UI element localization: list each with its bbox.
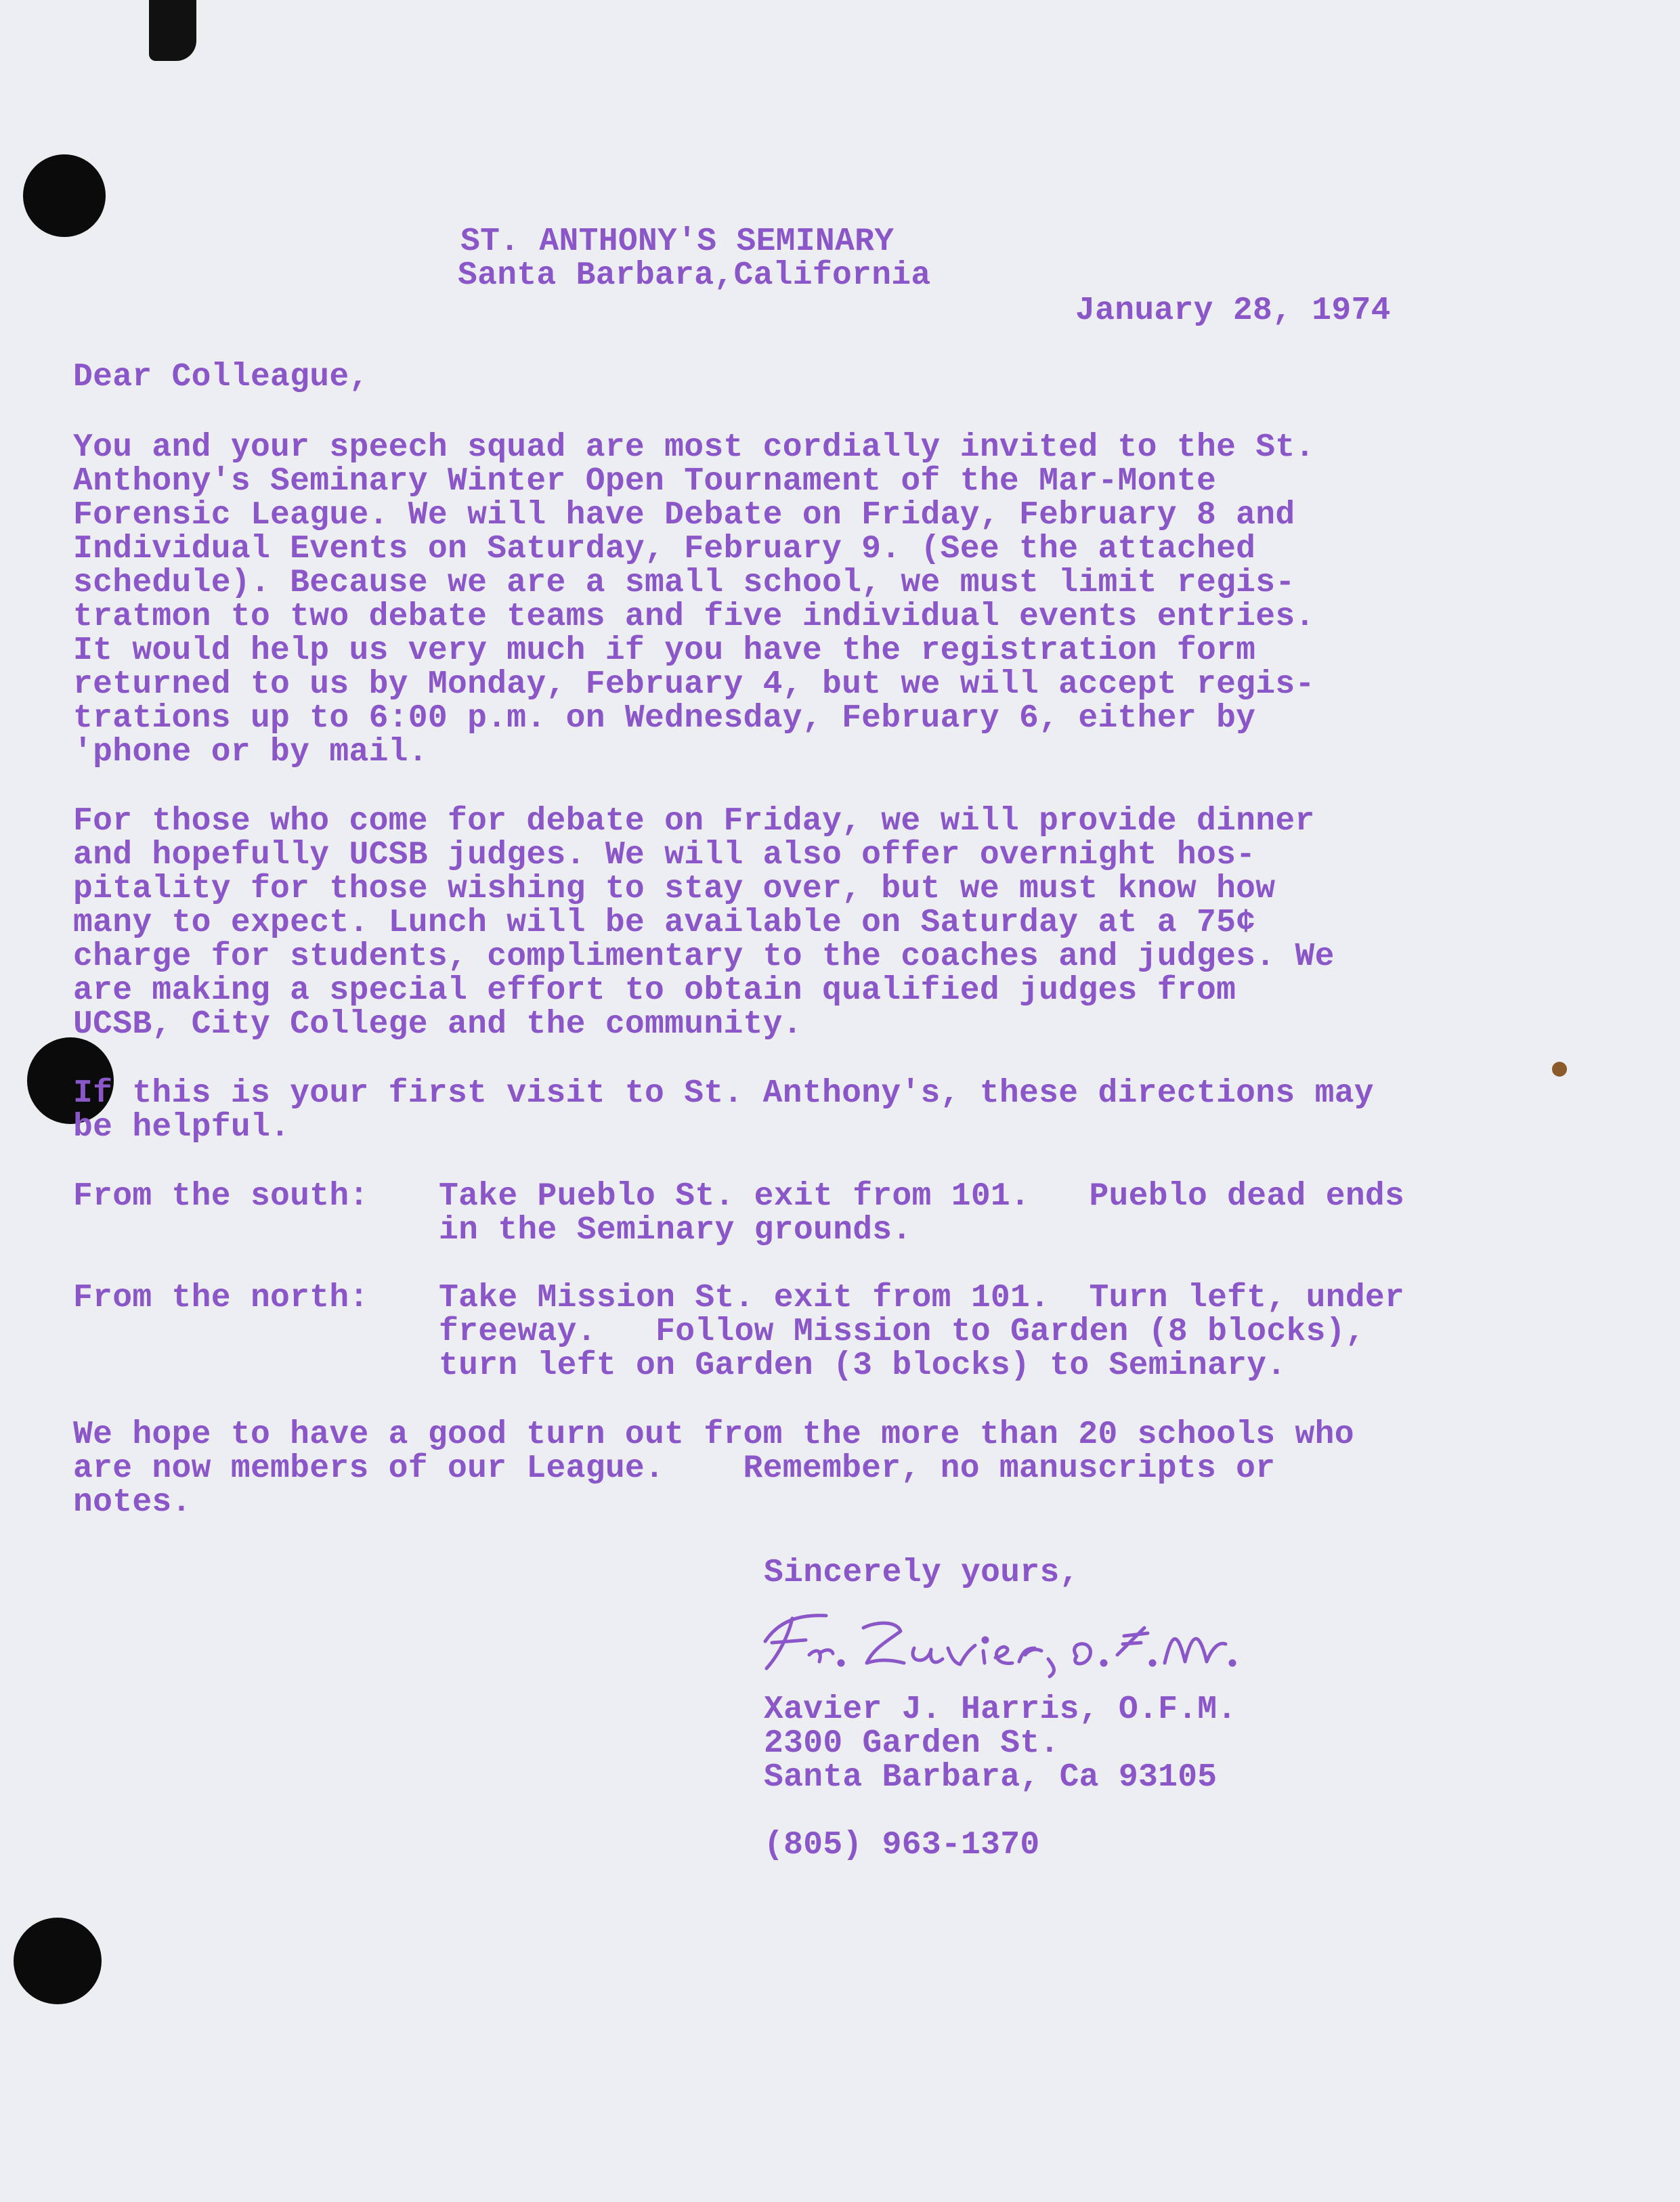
body-line: UCSB, City College and the community. [73,1006,802,1043]
body-line: You and your speech squad are most cordially invited to the St. [73,429,1315,466]
direction-line: freeway. Follow Mission to Garden (8 blocks), [439,1314,1365,1350]
body-line: charge for students, complimentary to the coaches and judges. We [73,938,1335,975]
sender-name: Xavier J. Harris, O.F.M. [764,1691,1237,1728]
body-line: be helpful. [73,1109,290,1146]
body-line: Individual Events on Saturday, February 9. (See the attached [73,531,1256,567]
body-line: Anthony's Seminary Winter Open Tournament of the Mar-Monte [73,463,1217,500]
body-line: are now members of our League. Remember, no manuscripts or [73,1450,1276,1487]
letterhead-name: ST. ANTHONY'S SEMINARY [460,223,895,260]
body-line: Forensic League. We will have Debate on Friday, February 8 and [73,497,1295,534]
body-line: returned to us by Monday, February 4, but we will accept regis- [73,666,1315,703]
body-line: pitality for those wishing to stay over, but we must know how [73,871,1276,907]
sender-street: 2300 Garden St. [764,1725,1060,1762]
body-line: For those who come for debate on Friday, we will provide dinner [73,803,1315,840]
direction-label: From the north: [73,1280,369,1316]
body-line: are making a special effort to obtain qualified judges from [73,972,1236,1009]
punch-hole-bottom [14,1918,102,2004]
closing: Sincerely yours, [764,1555,1079,1591]
body-line: and hopefully UCSB judges. We will also offer overnight hos- [73,837,1256,873]
staple-tear [149,0,196,61]
body-line: We hope to have a good turn out from the more than 20 schools who [73,1417,1354,1453]
sender-city: Santa Barbara, Ca 93105 [764,1759,1218,1796]
paper-speck [1552,1062,1567,1077]
body-line: trations up to 6:00 p.m. on Wednesday, February 6, either by [73,700,1256,737]
salutation: Dear Colleague, [73,359,369,395]
direction-line: Take Pueblo St. exit from 101. Pueblo dead ends [439,1178,1405,1215]
handwritten-signature [752,1601,1266,1682]
letterhead-city: Santa Barbara,California [458,257,931,294]
body-line: schedule). Because we are a small school, we must limit regis- [73,565,1295,601]
body-line: notes. [73,1484,192,1521]
punch-hole-top [23,154,106,237]
body-line: If this is your first visit to St. Anthony's, these directions may [73,1075,1374,1112]
letter-date: January 28, 1974 [1075,293,1391,329]
direction-label: From the south: [73,1178,369,1215]
body-line: It would help us very much if you have the registration form [73,632,1256,669]
sender-phone: (805) 963-1370 [764,1827,1040,1863]
direction-line: turn left on Garden (3 blocks) to Seminary. [439,1347,1287,1384]
direction-line: in the Seminary grounds. [439,1212,912,1249]
direction-line: Take Mission St. exit from 101. Turn left, under [439,1280,1405,1316]
body-line: many to expect. Lunch will be available on Saturday at a 75¢ [73,905,1256,941]
body-line: tratmon to two debate teams and five individual events entries. [73,599,1315,635]
body-line: 'phone or by mail. [73,734,428,771]
